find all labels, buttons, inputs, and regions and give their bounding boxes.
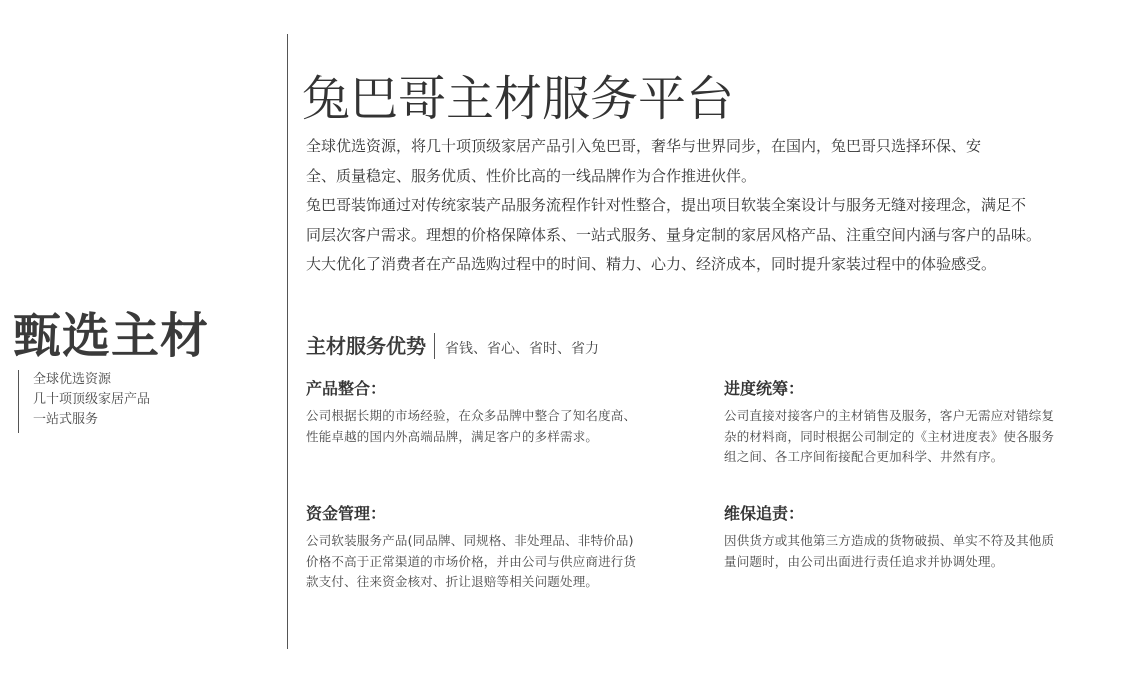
sidebar-title: 甄选主材 xyxy=(13,308,210,364)
page-title: 兔巴哥主材服务平台 xyxy=(302,71,735,127)
intro-line: 兔巴哥装饰通过对传统家装产品服务流程作针对性整合，提出项目软装全案设计与服务无缝对接理念，满足不 xyxy=(306,196,1027,214)
feature-product-integration xyxy=(306,377,646,447)
intro-line: 全球优选资源，将几十项顶级家居产品引入兔巴哥，奢华与世界同步，在国内，兔巴哥只选择环保、安 xyxy=(306,137,982,155)
sidebar-feature-list xyxy=(18,370,150,433)
feature-description: 公司根据长期的市场经验，在众多品牌中整合了知名度高、性能卓越的国内外高端品牌，满足客户的多样需求。 xyxy=(306,408,637,444)
sidebar-feature-item: 几十项顶级家居产品 xyxy=(33,392,151,407)
sidebar-feature-item: 一站式服务 xyxy=(33,412,99,427)
sidebar-feature-item: 全球优选资源 xyxy=(33,372,112,387)
intro-paragraph xyxy=(306,132,1128,280)
intro-line: 全、质量稳定、服务优质、性价比高的一线品牌作为合作推进伙伴。 xyxy=(306,166,757,185)
feature-title: 资金管理： xyxy=(306,504,387,523)
advantages-title: 主材服务优势 xyxy=(306,334,426,358)
feature-progress-coordination xyxy=(724,377,1064,468)
intro-line: 大大优化了消费者在产品选购过程中的时间、精力、心力、经济成本，同时提升家装过程中的体验感受。 xyxy=(306,255,997,273)
feature-title: 产品整合： xyxy=(306,379,387,398)
advantages-heading xyxy=(306,328,599,364)
feature-fund-management xyxy=(306,502,646,593)
vertical-divider xyxy=(287,34,288,649)
intro-line: 同层次客户需求。理想的价格保障体系、一站式服务、量身定制的家居风格产品、注重空间内涵与客户的品味。 xyxy=(306,225,1042,244)
advantages-subtitle: 省钱、省心、省时、省力 xyxy=(445,341,599,357)
feature-title: 维保追责： xyxy=(724,504,805,523)
feature-title: 进度统筹： xyxy=(724,379,805,398)
feature-warranty-accountability xyxy=(724,502,1064,572)
heading-separator xyxy=(434,333,435,359)
feature-description: 因供货方或其他第三方造成的货物破损、单实不符及其他质量问题时，由公司出面进行责任追求并协调处理。 xyxy=(724,533,1055,569)
feature-description: 公司软装服务产品(同品牌、同规格、非处理品、非特价品)价格不高于正常渠道的市场价格，并由公司与供应商进行货款支付、往来资金核对、折让退赔等相关问题处理。 xyxy=(306,533,637,589)
feature-description: 公司直接对接客户的主材销售及服务，客户无需应对错综复杂的材料商，同时根据公司制定的《主材进度表》使各服务组之间、各工序间衔接配合更加科学、井然有序。 xyxy=(724,408,1055,464)
